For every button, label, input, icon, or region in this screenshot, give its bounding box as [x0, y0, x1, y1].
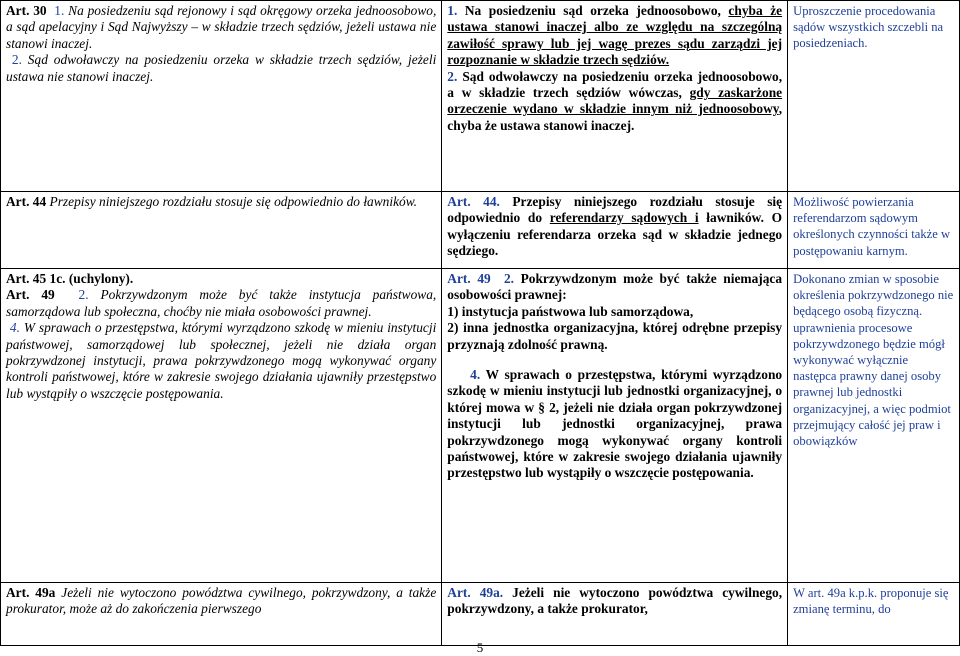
paragraph-text: Jeżeli nie wytoczono powództwa cywilnego, pokrzywdzony, a także prokurator, może aż do zakończenia pierwszego [6, 585, 437, 617]
paragraph-number: 2. [78, 287, 89, 303]
table-row [1, 1, 960, 192]
old-text-cell [1, 269, 442, 583]
article-number: Art. 44. [447, 194, 500, 209]
paragraph-text: Sąd odwoławczy na posiedzeniu orzeka jednoosobowo, a w składzie trzech sędziów wówczas, [447, 68, 783, 101]
justification-text: Uproszczenie procedowania sądów wszystkich szczebli na posiedzeniach. [793, 4, 944, 51]
justification-cell [788, 583, 960, 646]
amended-text: chyba że ustawa stanowi inaczej albo ze względu na szczególną zawiłość sprawy lub jej wagę prezes sądu zarządzi jej rozpoznanie w składzie trzech sędziów. [447, 3, 783, 68]
justification-text: W art. 49a k.p.k. proponuje się zmianę terminu, do [793, 586, 949, 617]
article-number: Art. 44 [6, 194, 47, 209]
new-text-cell [442, 192, 788, 269]
new-text-cell [442, 583, 788, 646]
new-text-cell [442, 1, 788, 192]
justification-cell [788, 192, 960, 269]
justification-cell [788, 269, 960, 583]
paragraph-text: W sprawach o przestępstwa, którymi wyrządzono szkodę w mieniu instytucji państwowej, samorządowej lub społecznej, jeżeli nie działa organ pokrzywdzonej instytucji, prawa pokrzywdzonego mogą wykonywać organy kontroli państwowej, które w zakresie swojego działania ujawniły przestępstwo lub wystąpiły o wszczęcie postępowania. [6, 320, 437, 401]
paragraph-number: 2. [447, 68, 458, 84]
paragraph-text: Przepisy niniejszego rozdziału stosuje się odpowiednio do [447, 194, 783, 226]
paragraph-number: 4. [9, 320, 20, 336]
article-number: Art. 49a. [447, 585, 504, 600]
paragraph-text: Pokrzywdzonym może być także instytucja państwowa, samorządowa lub społeczna, choćby nie miała osobowości prawnej. [6, 287, 437, 319]
paragraph-text: Pokrzywdzonym może być także niemająca osobowości prawnej: [447, 271, 783, 303]
table-row [1, 192, 960, 269]
paragraph-text: Jeżeli nie wytoczono powództwa cywilnego, pokrzywdzony, a także prokurator, [447, 585, 783, 617]
paragraph-text: Na posiedzeniu sąd orzeka jednoosobowo, [464, 3, 729, 18]
amended-text: gdy zaskarżone orzeczenie wydano w składzie innym niż jednoosobowy [447, 85, 783, 117]
paragraph-number: 2. [503, 271, 514, 286]
justification-text: Dokonano zmian w sposobie określenia pokrzywdzonego nie będącego osobą fizyczną. uprawnienia procesowe pokrzywdzonego będzie mógł wykonywać wyłącznie następca prawny danej osoby prawnej lub jednostki organizacyjnej, a więc podmiot przejmujący całość jej praw i obowiązków [793, 272, 954, 449]
page-number: 5 [476, 640, 484, 655]
old-text-cell [1, 192, 442, 269]
old-text-cell [1, 1, 442, 192]
paragraph-text: Sąd odwoławczy na posiedzeniu orzeka w składzie trzech sędziów, jeżeli ustawa nie stanowi inaczej. [6, 52, 437, 84]
justification-text: Możliwość powierzania referendarzom sądowym określonych czynności także w postępowaniu karnym. [793, 195, 951, 258]
article-number: Art. 30 [6, 3, 47, 18]
amended-text: referendarzy sądowych i [549, 210, 699, 226]
new-text-cell [442, 269, 788, 583]
table-row [1, 269, 960, 583]
paragraph-number: 1. [447, 3, 458, 18]
old-text-cell [1, 583, 442, 646]
article-number: Art. 49 [6, 287, 55, 303]
paragraph-number: 2. [11, 52, 22, 68]
table-row [1, 583, 960, 646]
article-number: Art. 49 [447, 271, 491, 286]
paragraph-text: W sprawach o przestępstwa, którymi wyrządzono szkodę w mieniu instytucji lub jednostki organizacyjnej, o której mowa w § 2, jeżeli nie działa organ pokrzywdzonej instytucji lub jednostki organizacyjnej, prawa pokrzywdzonego mogą wykonywać organy kontroli państwowej, które w zakresie swojego działania ujawniły przestępstwo lub wystąpiły o wszczęcie postępowania. [447, 367, 783, 481]
paragraph-text: , chyba że ustawa stanowi inaczej. [447, 101, 783, 133]
paragraph-number: 1. [54, 3, 65, 18]
list-item: 2) inna jednostka organizacyjna, której odrębne przepisy przyznają zdolność prawną. [447, 320, 783, 352]
list-item: 1) instytucja państwowa lub samorządowa, [447, 303, 694, 319]
paragraph-text: Przepisy niniejszego rozdziału stosuje się odpowiednio do ławników. [49, 194, 418, 209]
paragraph-text: Na posiedzeniu sąd rejonowy i sąd okręgowy orzeka jednoosobowo, a sąd apelacyjny i Sąd Najwyższy – w składzie trzech sędziów, jeżeli ustawa nie stanowi inaczej. [6, 3, 437, 51]
paragraph-text: O wyłączeniu referendarza orzeka sąd w składzie jednego sędziego. [447, 210, 783, 259]
justification-cell [788, 1, 960, 192]
paragraph-number: 4. [470, 367, 481, 383]
article-number: Art. 49a [6, 585, 56, 600]
paragraph-text: ławników. [698, 210, 772, 226]
article-heading: Art. 45 1c. (uchylony). [6, 271, 134, 286]
